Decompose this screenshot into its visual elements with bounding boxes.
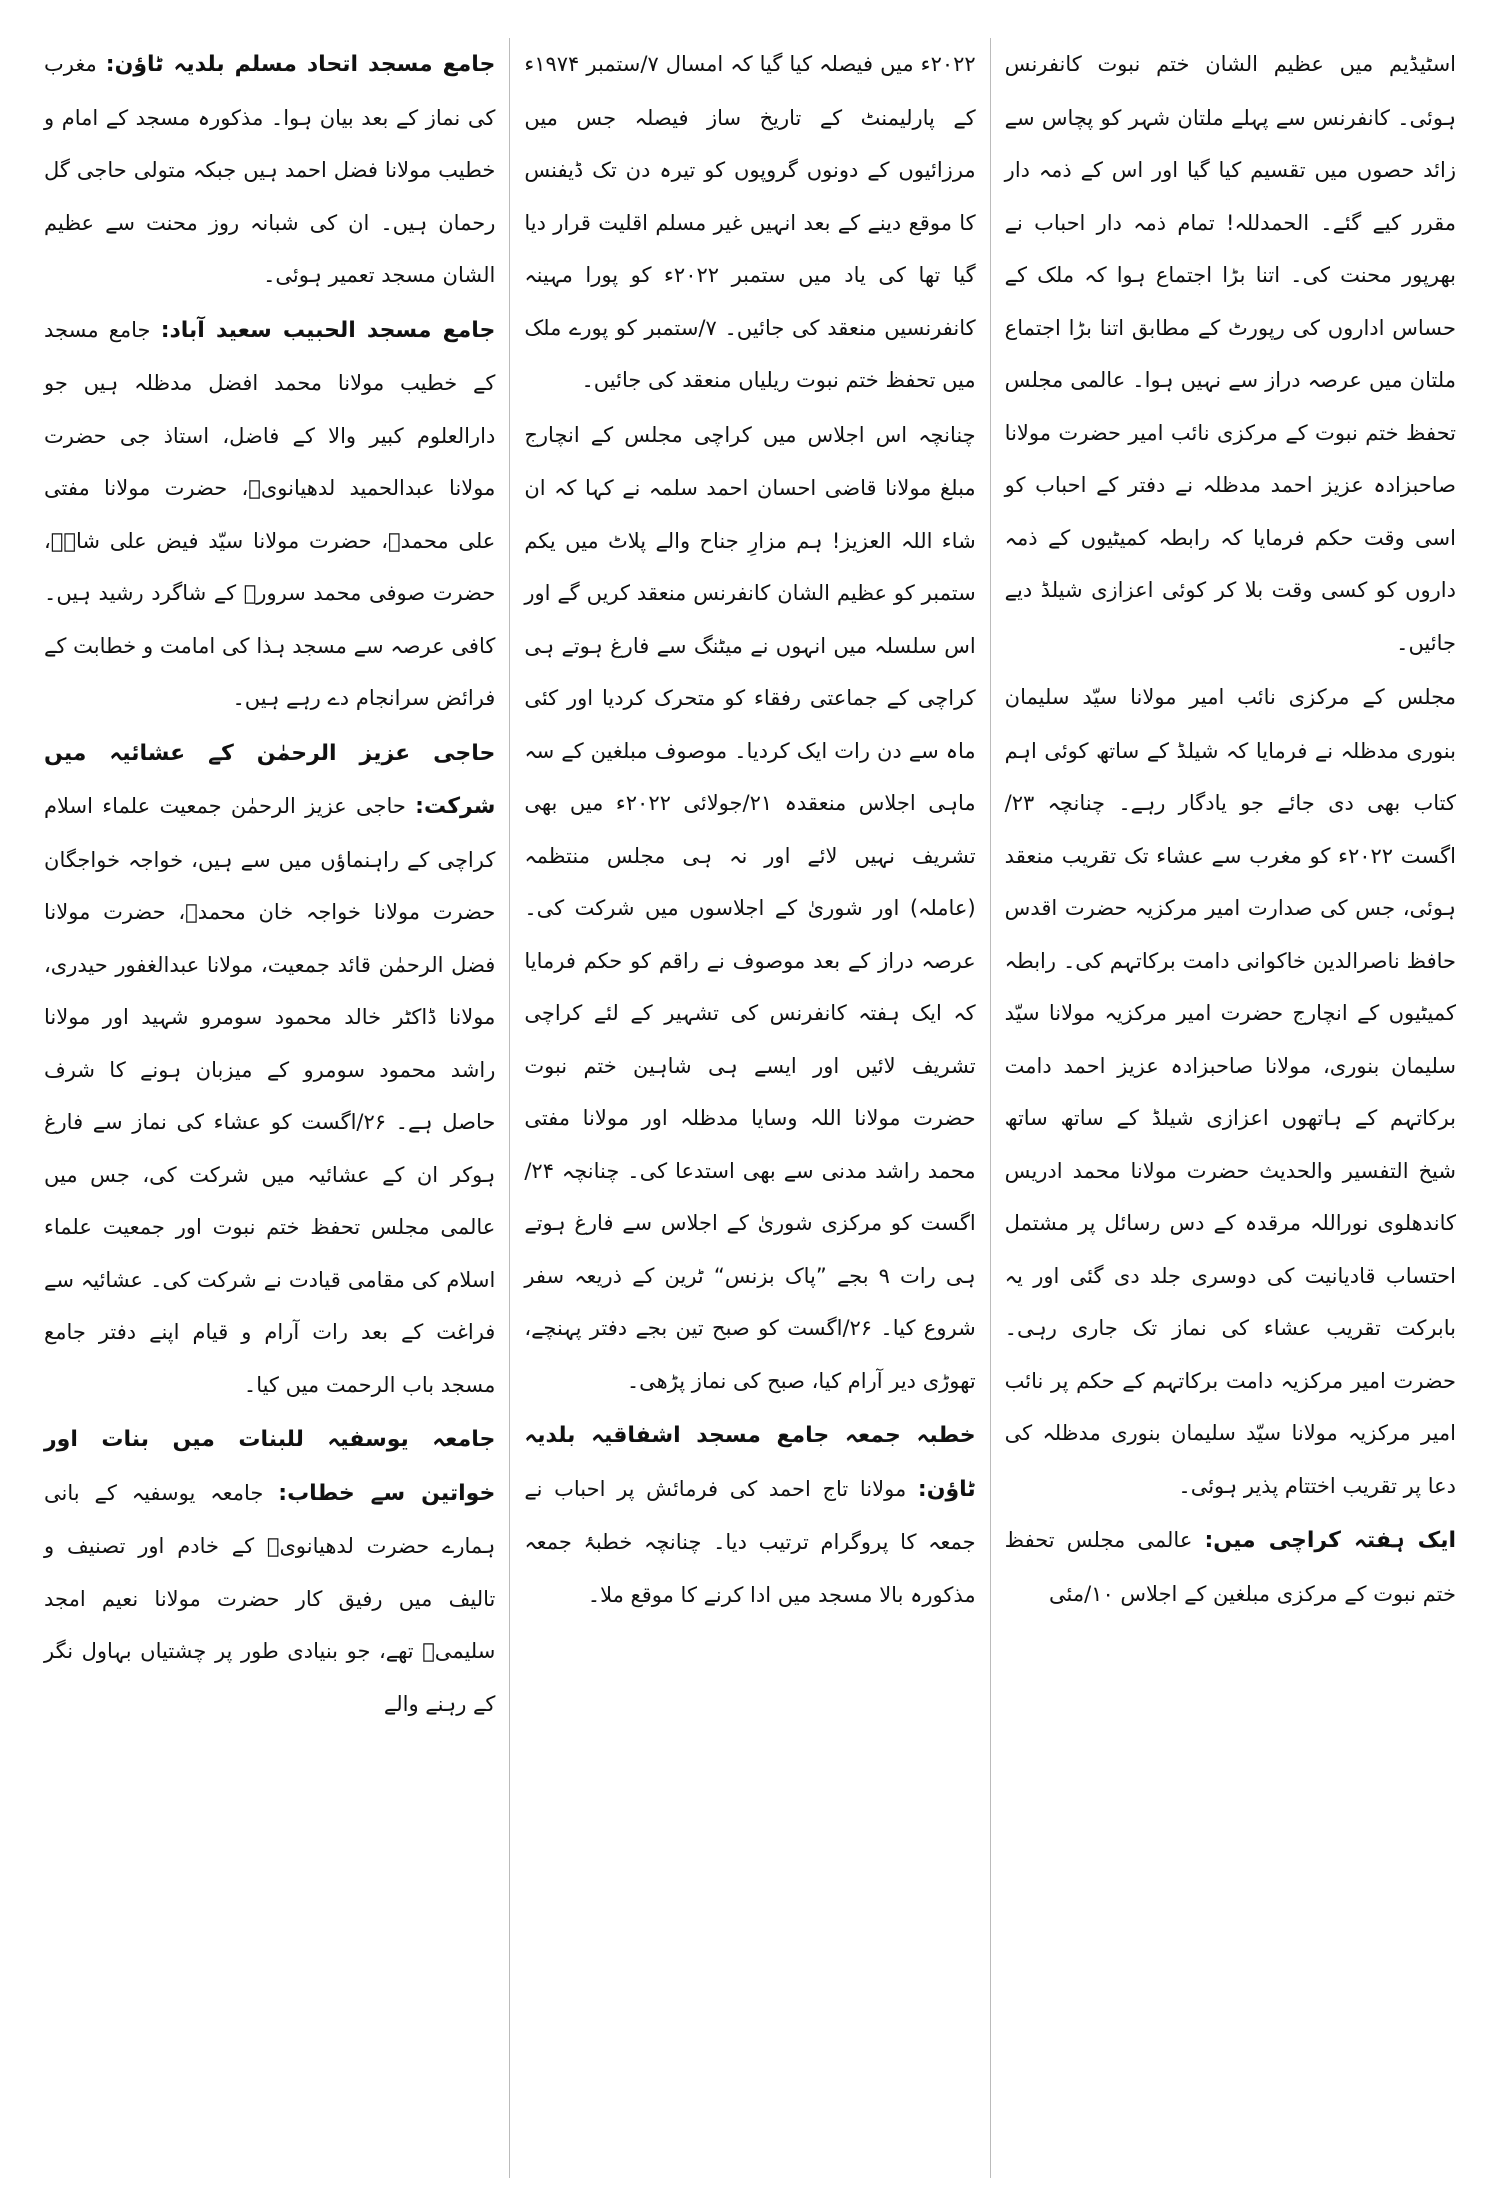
section-heading: جامع مسجد اتحاد مسلم بلدیہ ٹاؤن: — [105, 52, 496, 77]
section-heading: جامع مسجد الحبیب سعید آباد: — [160, 317, 496, 343]
column-left — [30, 38, 509, 2178]
paragraph-text: چنانچہ اس اجلاس میں کراچی مجلس کے انچارج مبلغ مولانا قاضی احسان احمد سلمہ نے کہا کہ ان شاء اللہ العزیز! ہم مزارِ جناح والے پلاٹ میں یکم ستمبر کو عظیم الشان کانفرنس منعقد کریں گے اور اس سلسلہ میں انہوں نے میٹنگ سے فارغ ہوتے ہی کراچی کے جماعتی رفقاء کو متحرک کردیا اور کئی ماہ سے دن رات ایک کردیا۔ موصوف مبلغین کے سہ ماہی اجلاس منعقدہ ۲۱/جولائی ۲۰۲۲ء میں بھی تشریف نہیں لائے اور نہ ہی مجلس منتظمہ (عاملہ) اور شوریٰ کے اجلاسوں میں شرکت کی۔ عرصہ دراز کے بعد موصوف نے راقم کو حکم فرمایا کہ ایک ہفتہ کانفرنس کی تشہیر کے لئے کراچی تشریف لائیں اور ایسے ہی شاہین ختم نبوت حضرت مولانا اللہ وسایا مدظلہ اور مولانا مفتی محمد راشد مدنی سے بھی استدعا کی۔ چنانچہ ۲۴/اگست کو مرکزی شوریٰ کے اجلاس سے فارغ ہوتے ہی رات ۹ بجے ”پاک بزنس“ ٹرین کے ذریعہ سفر شروع کیا۔ ۲۶/اگست کو صبح تین بجے دفتر پہنچے، تھوڑی دیر آرام کیا، صبح کی نماز پڑھی۔ — [524, 422, 976, 1393]
text-block — [524, 409, 975, 1408]
paragraph-text: مغرب کی نماز کے بعد بیان ہوا۔ مذکورہ مسجد کے امام و خطیب مولانا فضل احمد ہیں جبکہ متولی حاجی گل رحمان ہیں۔ ان کی شبانہ روز محنت سے عظیم الشان مسجد تعمیر ہوئی۔ — [44, 52, 496, 287]
column-right — [991, 38, 1470, 2178]
paragraph-text: جامعہ یوسفیہ کے بانی ہمارے حضرت لدھیانویؒ کے خادم اور تصنیف و تالیف میں رفیق کار حضرت مولانا نعیم امجد سلیمیؒ تھے، جو بنیادی طور پر چشتیاں بہاول نگر کے رہنے والے — [44, 1480, 496, 1716]
section-heading: خطبہ جمعہ جامع مسجد اشفاقیہ بلدیہ ٹاؤن: — [524, 1423, 976, 1502]
text-block — [44, 727, 495, 1412]
text-block — [44, 38, 495, 302]
column-divider — [509, 38, 510, 2178]
section-heading: جامعہ یوسفیہ للبنات میں بنات اور خواتین سے خطاب: — [44, 1427, 496, 1506]
text-block — [524, 1409, 975, 1621]
paragraph-text: حاجی عزیز الرحمٰن جمعیت علماء اسلام کراچی کے راہنماؤں میں سے ہیں، خواجہ خواجگان حضرت مولانا خواجہ خان محمدؒ، حضرت مولانا فضل الرحمٰن قائد جمعیت، مولانا عبدالغفور حیدری، مولانا ڈاکٹر خالد محمود سومرو شہید اور مولانا راشد محمود سومرو کے میزبان ہونے کا شرف حاصل ہے۔ ۲۶/اگست کو عشاء کی نماز سے فارغ ہوکر ان کے عشائیہ میں شرکت کی، جس میں عالمی مجلس تحفظ ختم نبوت اور جمعیت علماء اسلام کی مقامی قیادت نے شرکت کی۔ عشائیہ سے فراغت کے بعد رات آرام و قیام اپنے دفتر جامع مسجد باب الرحمت میں کیا۔ — [44, 794, 496, 1397]
paragraph-text: اسٹیڈیم میں عظیم الشان ختم نبوت کانفرنس ہوئی۔ کانفرنس سے پہلے ملتان شہر کو پچاس سے زائد حصوں میں تقسیم کیا گیا اور اس کے ذمہ دار مقرر کیے گئے۔ الحمدللہ! تمام ذمہ دار احباب نے بھرپور محنت کی۔ اتنا بڑا اجتماع ہوا کہ ملک کے حساس اداروں کی رپورٹ کے مطابق اتنا بڑا اجتماع ملتان میں عرصہ دراز سے نہیں ہوا۔ عالمی مجلس تحفظ ختم نبوت کے مرکزی نائب امیر حضرت مولانا صاحبزادہ عزیز احمد مدظلہ نے دفتر کے احباب کو اسی وقت حکم فرمایا کہ رابطہ کمیٹیوں کے ذمہ داروں کو کسی وقت بلا کر کوئی اعزازی شیلڈ دیے جائیں۔ — [1004, 52, 1456, 655]
paragraph-text: جامع مسجد کے خطیب مولانا محمد افضل مدظلہ ہیں جو دارالعلوم کبیر والا کے فاضل، استاذ جی حضرت مولانا عبدالحمید لدھیانویؒ، حضرت مولانا مفتی علی محمدؒ، حضرت مولانا سیّد فیض علی شاہؒ، حضرت صوفی محمد سرورؒ کے شاگرد رشید ہیں۔ کافی عرصہ سے مسجد ہذا کی امامت و خطابت کے فرائض سرانجام دے رہے ہیں۔ — [44, 317, 496, 710]
text-block — [524, 38, 975, 407]
text-block — [1005, 1514, 1456, 1620]
section-heading: حاجی عزیز الرحمٰن کے عشائیہ میں شرکت: — [44, 740, 496, 819]
text-block — [1005, 38, 1456, 669]
column-divider — [990, 38, 991, 2178]
paragraph-text: مولانا تاج احمد کی فرمائش پر احباب نے جمعہ کا پروگرام ترتیب دیا۔ چنانچہ خطبۂ جمعہ مذکورہ بالا مسجد میں ادا کرنے کا موقع ملا۔ — [524, 1476, 976, 1607]
text-block — [1005, 671, 1456, 1512]
text-block — [44, 304, 495, 725]
text-block — [44, 1413, 495, 1730]
paragraph-text: عالمی مجلس تحفظ ختم نبوت کے مرکزی مبلغین کے اجلاس ۱۰/مئی — [1004, 1528, 1456, 1606]
paragraph-text: ۲۰۲۲ء میں فیصلہ کیا گیا کہ امسال ۷/ستمبر ۱۹۷۴ء کے پارلیمنٹ کے تاریخ ساز فیصلہ جس میں مرزائیوں کے دونوں گروپوں کو تیرہ دن تک ڈیفنس کا موقع دینے کے بعد انہیں غیر مسلم اقلیت قرار دیا گیا تھا کی یاد میں ستمبر ۲۰۲۲ء کو پورا مہینہ کانفرنسیں منعقد کی جائیں۔ ۷/ستمبر کو پورے ملک میں تحفظ ختم نبوت ریلیاں منعقد کی جائیں۔ — [524, 52, 976, 392]
section-heading: ایک ہفتہ کراچی میں: — [1204, 1528, 1456, 1553]
column-middle — [510, 38, 989, 2178]
paragraph-text: مجلس کے مرکزی نائب امیر مولانا سیّد سلیمان بنوری مدظلہ نے فرمایا کہ شیلڈ کے ساتھ کوئی اہم کتاب بھی دی جائے جو یادگار رہے۔ چنانچہ ۲۳/اگست ۲۰۲۲ء کو مغرب سے عشاء تک تقریب منعقد ہوئی، جس کی صدارت امیر مرکزیہ حضرت اقدس حافظ ناصرالدین خاکوانی دامت برکاتہم کی۔ رابطہ کمیٹیوں کے انچارج حضرت امیر مرکزیہ مولانا سیّد سلیمان بنوری، مولانا صاحبزادہ عزیز احمد دامت برکاتہم کے ہاتھوں اعزازی شیلڈ کے ساتھ ساتھ شیخ التفسیر والحدیث حضرت مولانا محمد ادریس کاندھلوی نوراللہ مرقدہ کے دس رسائل پر مشتمل احتساب قادیانیت کی دوسری جلد دی گئی اور یہ بابرکت تقریب عشاء کی نماز تک جاری رہی۔ حضرت امیر مرکزیہ دامت برکاتہم کے حکم پر نائب امیر مرکزیہ مولانا سیّد سلیمان بنوری مدظلہ کی دعا پر تقریب اختتام پذیر ہوئی۔ — [1004, 685, 1456, 1498]
